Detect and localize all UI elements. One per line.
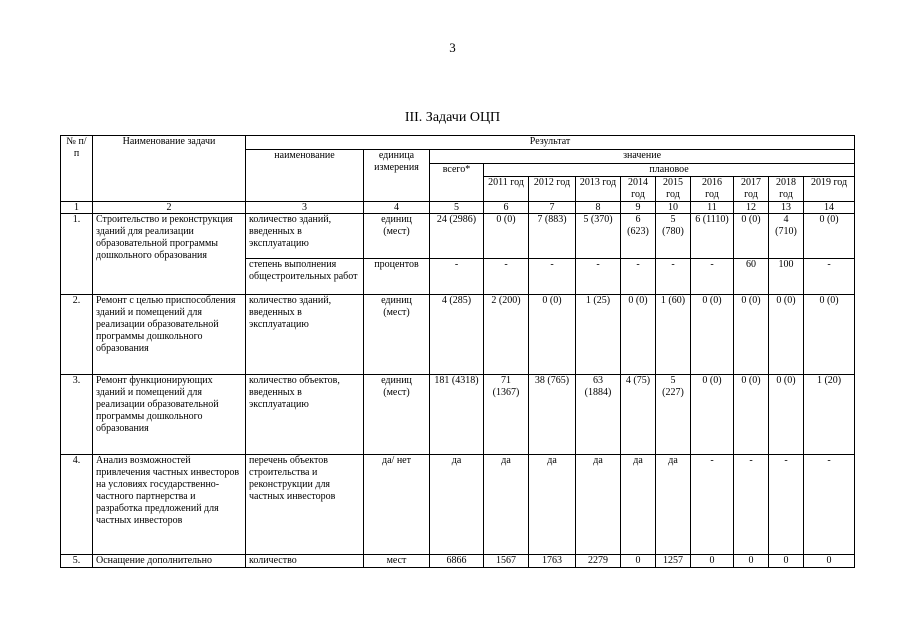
indicator-name: перечень объектов строительства и реконструкции для частных инвесторов (246, 455, 364, 555)
task-name: Ремонт функционирующих зданий и помещений для реализации образовательной программы дошкольного образования (93, 375, 246, 455)
value-year: да (484, 455, 529, 555)
tasks-table (60, 135, 855, 568)
value-total: да (430, 455, 484, 555)
row-number: 3. (61, 375, 93, 455)
indicator-unit: мест (364, 555, 430, 568)
value-year: да (656, 455, 691, 555)
value-total: 4 (285) (430, 295, 484, 375)
value-year: - (691, 455, 734, 555)
header-year: 2012 год (529, 177, 576, 202)
value-total: 181 (4318) (430, 375, 484, 455)
task-name: Строительство и реконструкция зданий для реализации образовательной программы дошкольного образования (93, 214, 246, 295)
value-total: 6866 (430, 555, 484, 568)
row-number: 2. (61, 295, 93, 375)
header-year: 2015 год (656, 177, 691, 202)
value-year: 1257 (656, 555, 691, 568)
value-year: 0 (0) (691, 295, 734, 375)
value-year: 0 (621, 555, 656, 568)
header-planned: плановое (484, 164, 855, 177)
indicator-name: количество зданий, введенных в эксплуатацию (246, 295, 364, 375)
header-total: всего* (430, 164, 484, 202)
header-value: значение (430, 150, 855, 164)
task-name: Анализ возможностей привлечения частных инвесторов на условиях государственно-частного партнерства и разработка предложений для частных инвесторов (93, 455, 246, 555)
value-year: 0 (691, 555, 734, 568)
value-year: да (576, 455, 621, 555)
value-year: 60 (734, 259, 769, 295)
value-year: 0 (0) (734, 375, 769, 455)
value-year: 4 (75) (621, 375, 656, 455)
value-year: да (621, 455, 656, 555)
header-no: № п/п (61, 136, 93, 202)
table-body (61, 214, 855, 568)
value-year: - (484, 259, 529, 295)
value-year: - (576, 259, 621, 295)
value-year: 1763 (529, 555, 576, 568)
value-year: - (691, 259, 734, 295)
column-number: 13 (769, 202, 804, 214)
column-number: 12 (734, 202, 769, 214)
header-year: 2016 год (691, 177, 734, 202)
table-head (61, 136, 855, 214)
column-number: 11 (691, 202, 734, 214)
value-year: - (769, 455, 804, 555)
indicator-unit: единиц (мест) (364, 375, 430, 455)
column-number: 6 (484, 202, 529, 214)
table-row (61, 295, 855, 375)
indicator-unit: единиц (мест) (364, 295, 430, 375)
value-total: - (430, 259, 484, 295)
header-year: 2013 год (576, 177, 621, 202)
value-year: 63 (1884) (576, 375, 621, 455)
table-row (61, 455, 855, 555)
value-year: 7 (883) (529, 214, 576, 259)
value-year: 38 (765) (529, 375, 576, 455)
column-number: 8 (576, 202, 621, 214)
header-unit: единица измерения (364, 150, 430, 202)
value-total: 24 (2986) (430, 214, 484, 259)
value-year: 6 (623) (621, 214, 656, 259)
indicator-name: количество (246, 555, 364, 568)
value-year: 5 (227) (656, 375, 691, 455)
column-number: 4 (364, 202, 430, 214)
indicator-unit: процентов (364, 259, 430, 295)
table-row (61, 375, 855, 455)
value-year: 0 (0) (484, 214, 529, 259)
task-name: Ремонт с целью приспособления зданий и помещений для реализации образовательной программы дошкольного образования (93, 295, 246, 375)
value-year: - (734, 455, 769, 555)
value-year: 1 (20) (804, 375, 855, 455)
value-year: - (804, 259, 855, 295)
column-number: 5 (430, 202, 484, 214)
header-task-name: Наименование задачи (93, 136, 246, 202)
task-name: Оснащение дополнительно (93, 555, 246, 568)
page-number: 3 (449, 40, 456, 55)
value-year: 1 (60) (656, 295, 691, 375)
value-year: 5 (370) (576, 214, 621, 259)
value-year: 1567 (484, 555, 529, 568)
value-year: - (621, 259, 656, 295)
value-year: 100 (769, 259, 804, 295)
column-number: 3 (246, 202, 364, 214)
header-year: 2017 год (734, 177, 769, 202)
indicator-name: количество зданий, введенных в эксплуатацию (246, 214, 364, 259)
header-year: 2014 год (621, 177, 656, 202)
value-year: 2 (200) (484, 295, 529, 375)
value-year: 6 (1110) (691, 214, 734, 259)
indicator-unit: единиц (мест) (364, 214, 430, 259)
value-year: 2279 (576, 555, 621, 568)
value-year: 5 (780) (656, 214, 691, 259)
header-indicator-name: наименование (246, 150, 364, 202)
value-year: 0 (0) (804, 295, 855, 375)
column-number: 7 (529, 202, 576, 214)
header-year: 2018 год (769, 177, 804, 202)
value-year: 0 (0) (769, 375, 804, 455)
column-number: 9 (621, 202, 656, 214)
value-year: 0 (0) (691, 375, 734, 455)
header-year: 2011 год (484, 177, 529, 202)
table-row (61, 214, 855, 259)
value-year: 0 (0) (734, 295, 769, 375)
value-year: да (529, 455, 576, 555)
column-number: 1 (61, 202, 93, 214)
value-year: 4 (710) (769, 214, 804, 259)
value-year: 0 (0) (621, 295, 656, 375)
value-year: 0 (734, 555, 769, 568)
value-year: - (804, 455, 855, 555)
indicator-name: количество объектов, введенных в эксплуатацию (246, 375, 364, 455)
value-year: 71 (1367) (484, 375, 529, 455)
header-year: 2019 год (804, 177, 855, 202)
section-title: III. Задачи ОЦП (404, 110, 501, 125)
column-number: 2 (93, 202, 246, 214)
indicator-name: степень выполнения общестроительных работ (246, 259, 364, 295)
value-year: 0 (804, 555, 855, 568)
value-year: 0 (0) (734, 214, 769, 259)
value-year: 1 (25) (576, 295, 621, 375)
table-row (61, 555, 855, 568)
value-year: 0 (0) (529, 295, 576, 375)
indicator-unit: да/ нет (364, 455, 430, 555)
row-number: 4. (61, 455, 93, 555)
column-number: 14 (804, 202, 855, 214)
value-year: 0 (0) (769, 295, 804, 375)
value-year: 0 (0) (804, 214, 855, 259)
value-year: - (656, 259, 691, 295)
value-year: - (529, 259, 576, 295)
value-year: 0 (769, 555, 804, 568)
column-number: 10 (656, 202, 691, 214)
header-result: Результат (246, 136, 855, 150)
row-number: 1. (61, 214, 93, 295)
row-number: 5. (61, 555, 93, 568)
